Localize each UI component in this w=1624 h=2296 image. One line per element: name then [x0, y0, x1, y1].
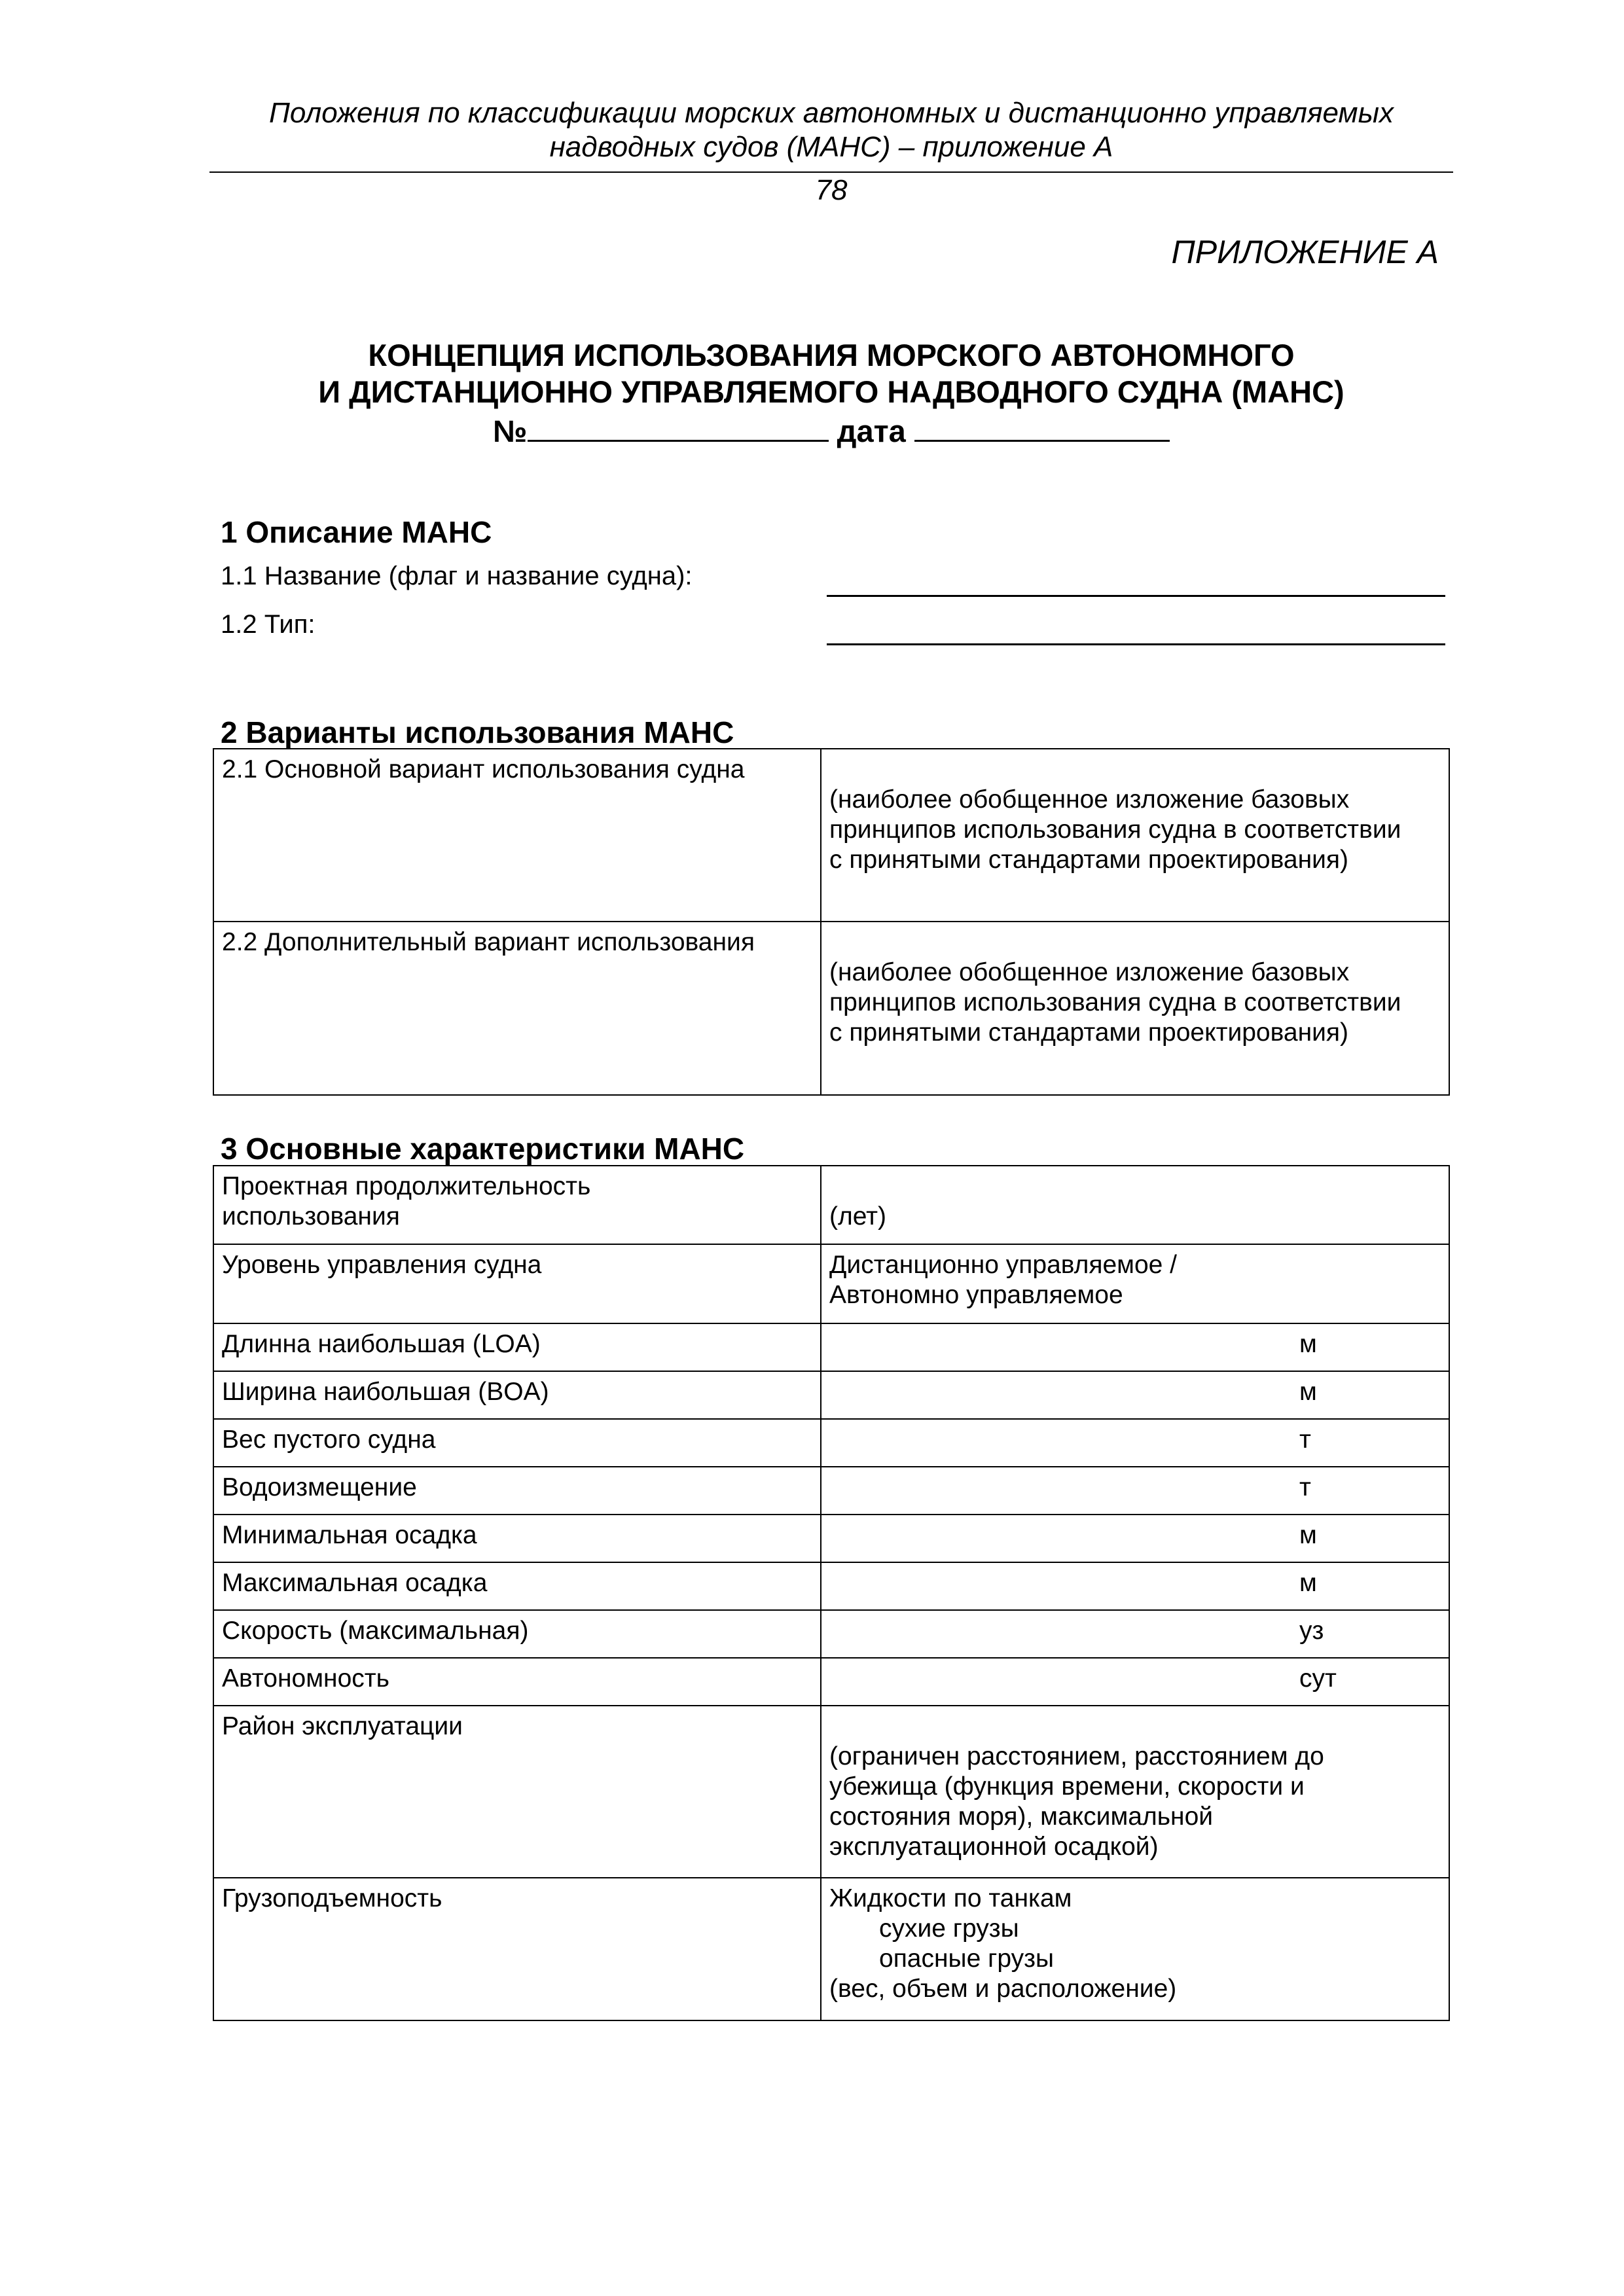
operating-area-note-line4: эксплуатационной осадкой): [829, 1833, 1159, 1861]
table-row: [213, 1371, 1449, 1419]
primary-usage-note-line1: (наиболее обобщенное изложение базовых: [829, 785, 1350, 814]
design-life-label-line2: использования: [222, 1202, 400, 1230]
control-level-label: Уровень управления судна: [213, 1244, 821, 1323]
number-label: №: [493, 414, 528, 448]
characteristics-table: [213, 1165, 1450, 2021]
date-blank[interactable]: [914, 411, 1170, 442]
operating-area-cell[interactable]: [821, 1706, 1449, 1878]
section3-heading: 3 Основные характеристики МАНС: [221, 1132, 745, 1166]
boa-unit: м: [1299, 1378, 1317, 1406]
number-date-line: [209, 411, 1453, 450]
cargo-capacity-label: Грузоподъемность: [213, 1878, 821, 2020]
table-row: [213, 1658, 1449, 1706]
operating-area-note-line1: (ограничен расстоянием, расстоянием до: [829, 1742, 1324, 1770]
displacement-unit: т: [1299, 1473, 1311, 1501]
max-draft-unit: м: [1299, 1569, 1317, 1597]
cargo-liquids: Жидкости по танкам: [829, 1884, 1072, 1912]
additional-usage-note-line3: с принятыми стандартами проектирования): [829, 1018, 1349, 1047]
table-row: [213, 1878, 1449, 2020]
table-row: [213, 1323, 1449, 1371]
primary-usage-note-line2: принципов использования судна в соответствии: [829, 816, 1401, 844]
operating-area-label: Район эксплуатации: [213, 1706, 821, 1878]
table-row: [213, 749, 1449, 922]
loa-cell[interactable]: [821, 1323, 1449, 1371]
operating-area-note-line2: убежища (функция времени, скорости и: [829, 1772, 1305, 1801]
header-divider: [209, 171, 1453, 173]
cargo-dangerous: опасные грузы: [879, 1945, 1054, 1973]
section2-heading: 2 Варианты использования МАНС: [221, 715, 734, 749]
primary-usage-label: 2.1 Основной вариант использования судна: [213, 749, 821, 922]
table-row: [213, 1244, 1449, 1323]
max-speed-unit: уз: [1299, 1617, 1324, 1645]
date-label: дата: [837, 414, 906, 448]
max-draft-label: Максимальная осадка: [213, 1562, 821, 1610]
vessel-type-blank[interactable]: [827, 643, 1445, 645]
boa-label: Ширина наибольшая (BOA): [213, 1371, 821, 1419]
max-speed-label: Скорость (максимальная): [213, 1610, 821, 1658]
table-row: [213, 922, 1449, 1095]
additional-usage-note-line1: (наиболее обобщенное изложение базовых: [829, 958, 1350, 986]
vessel-name-label: 1.1 Название (флаг и название судна):: [221, 562, 693, 590]
cargo-details: (вес, объем и расположение): [829, 1975, 1177, 2003]
design-life-label-line1: Проектная продолжительность: [222, 1172, 591, 1200]
design-life-cell[interactable]: [821, 1166, 1449, 1244]
usage-variants-table: [213, 748, 1450, 1096]
loa-unit: м: [1299, 1330, 1317, 1358]
header-title-line2: надводных судов (МАНС) – приложение А: [549, 131, 1113, 163]
section1-heading: 1 Описание МАНС: [221, 515, 492, 549]
table-row: [213, 1419, 1449, 1467]
min-draft-unit: м: [1299, 1521, 1317, 1549]
control-level-option1: Дистанционно управляемое /: [829, 1251, 1178, 1279]
table-row: [213, 1515, 1449, 1562]
displacement-label: Водоизмещение: [213, 1467, 821, 1515]
autonomy-cell[interactable]: [821, 1658, 1449, 1706]
design-life-label: [213, 1166, 821, 1244]
table-row: [213, 1706, 1449, 1878]
table-row: [213, 1467, 1449, 1515]
control-level-cell[interactable]: [821, 1244, 1449, 1323]
page-number: 78: [815, 174, 848, 206]
annex-label: ПРИЛОЖЕНИЕ А: [1171, 234, 1439, 270]
lightship-weight-label: Вес пустого судна: [213, 1419, 821, 1467]
max-speed-cell[interactable]: [821, 1610, 1449, 1658]
autonomy-unit: сут: [1299, 1664, 1337, 1693]
operating-area-note-line3: состояния моря), максимальной: [829, 1803, 1214, 1831]
primary-usage-cell[interactable]: [821, 749, 1449, 922]
design-life-unit: (лет): [829, 1202, 886, 1230]
control-level-option2: Автономно управляемое: [829, 1281, 1123, 1309]
loa-label: Длинна наибольшая (LOA): [213, 1323, 821, 1371]
table-row: [213, 1166, 1449, 1244]
autonomy-label: Автономность: [213, 1658, 821, 1706]
boa-cell[interactable]: [821, 1371, 1449, 1419]
cargo-dry: сухие грузы: [879, 1914, 1019, 1943]
table-row: [213, 1610, 1449, 1658]
primary-usage-note-line3: с принятыми стандартами проектирования): [829, 846, 1349, 874]
document-title-line1: КОНЦЕПЦИЯ ИСПОЛЬЗОВАНИЯ МОРСКОГО АВТОНОМНОГО: [368, 338, 1295, 372]
cargo-capacity-cell[interactable]: [821, 1878, 1449, 2020]
header-title-line1: Положения по классификации морских автономных и дистанционно управляемых: [269, 97, 1394, 129]
min-draft-label: Минимальная осадка: [213, 1515, 821, 1562]
vessel-name-blank[interactable]: [827, 595, 1445, 597]
additional-usage-label: 2.2 Дополнительный вариант использования: [213, 922, 821, 1095]
number-blank[interactable]: [528, 411, 829, 442]
table-row: [213, 1562, 1449, 1610]
displacement-cell[interactable]: [821, 1467, 1449, 1515]
min-draft-cell[interactable]: [821, 1515, 1449, 1562]
vessel-type-label: 1.2 Тип:: [221, 610, 316, 639]
additional-usage-note-line2: принципов использования судна в соответствии: [829, 988, 1401, 1016]
additional-usage-cell[interactable]: [821, 922, 1449, 1095]
max-draft-cell[interactable]: [821, 1562, 1449, 1610]
lightship-weight-cell[interactable]: [821, 1419, 1449, 1467]
lightship-weight-unit: т: [1299, 1426, 1311, 1454]
document-title-line2: И ДИСТАНЦИОННО УПРАВЛЯЕМОГО НАДВОДНОГО СУДНА (МАНС): [318, 374, 1344, 409]
